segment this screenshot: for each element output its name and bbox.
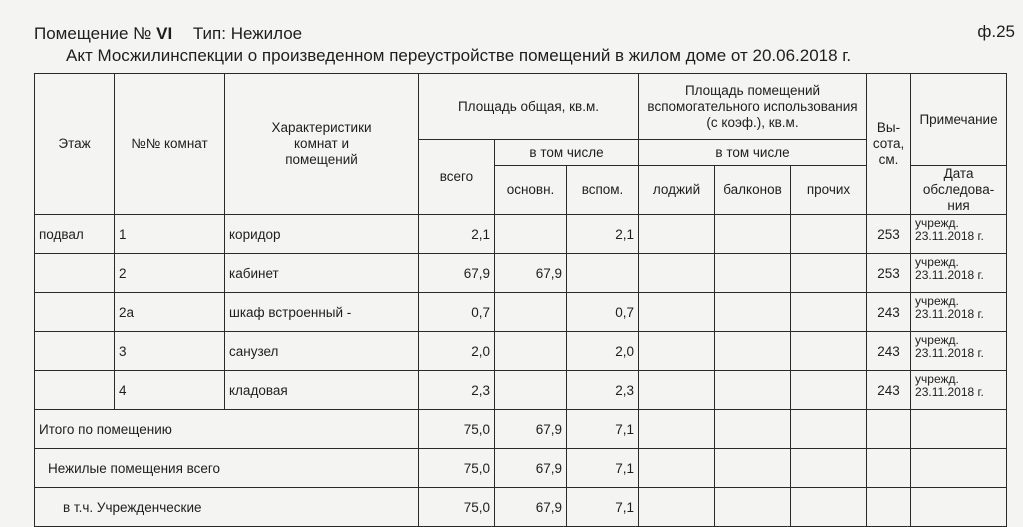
col-aux-area: Площадь помещений вспомогательного использования (с коэф.), кв.м. <box>639 74 867 140</box>
col-survey-date: Дата обследова-ния <box>911 166 1007 215</box>
total-row: Нежилые помещения всего 75,0 67,9 7,1 <box>35 449 1007 488</box>
col-incl: в том числе <box>495 140 639 166</box>
col-floor: Этаж <box>35 74 115 215</box>
rooms-table <box>34 73 1007 527</box>
col-area-total: Площадь общая, кв.м. <box>419 74 639 140</box>
table-row: 2 кабинет 67,9 67,9 253 учрежд. 23.11.2018 г. <box>35 254 1007 293</box>
total-row: в т.ч. Учрежденческие 75,0 67,9 7,1 <box>35 488 1007 527</box>
room-number: VI <box>156 24 173 43</box>
table-row: 2а шкаф встроенный - 0,7 0,7 243 учрежд. 23.11.2018 г. <box>35 293 1007 332</box>
col-balconies: балконов <box>715 166 791 215</box>
room-header <box>34 24 302 44</box>
table-row: 4 кладовая 2,3 2,3 243 учрежд. 23.11.2018 г. <box>35 371 1007 410</box>
room-type: Тип: Нежилое <box>192 24 303 43</box>
col-main: основн. <box>495 166 567 215</box>
col-characteristics: Характеристики комнат и помещений <box>225 74 419 215</box>
col-aux: вспом. <box>567 166 639 215</box>
col-rooms: №№ комнат <box>115 74 225 215</box>
room-label: Помещение № <box>34 24 152 43</box>
col-other: прочих <box>791 166 867 215</box>
form-code: ф.25 <box>977 22 1015 41</box>
table-row: подвал 1 коридор 2,1 2,1 253 учрежд. 23.11.2018 г. <box>35 215 1007 254</box>
col-remark: Примечание <box>911 74 1007 166</box>
total-row: Итого по помещению 75,0 67,9 7,1 <box>35 410 1007 449</box>
table-row: 3 санузел 2,0 2,0 243 учрежд. 23.11.2018 г. <box>35 332 1007 371</box>
col-height: Вы-сота, см. <box>867 74 911 215</box>
col-incl2: в том числе <box>639 140 867 166</box>
col-total: всего <box>419 140 495 215</box>
col-loggias: лоджий <box>639 166 715 215</box>
act-title: Акт Мосжилинспекции о произведенном переустройстве помещений в жилом доме от 20.06.2018 г. <box>66 46 852 65</box>
